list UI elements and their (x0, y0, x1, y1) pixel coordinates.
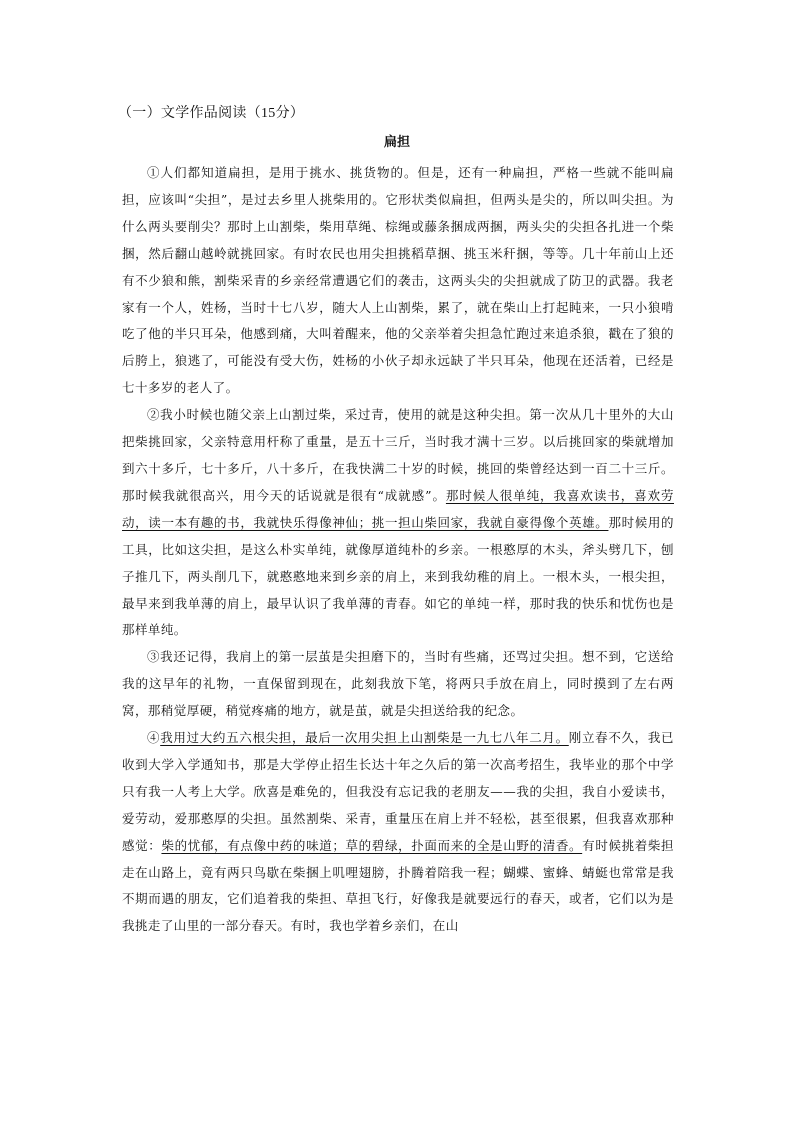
underlined-sentence: 柴的忧郁，有点像中药的味道；草的碧绿，扑面而来的全是山野的清香。 (161, 837, 583, 853)
paragraph-text: ①人们都知道扁担，是用于挑水、挑货物的。但是，还有一种扁担，严格一些就不能叫扁担，应该叫“尖担”，是过去乡里人挑柴用的。它形状类似扁担，但两头是尖的，所以叫尖担。为什么两头要削尖？那时上山割柴，柴用草绳、棕绳或藤条捆成两捆，两头尖的尖担各扎进一个柴捆，然后翻山越岭就挑回家。有时农民也用尖担挑稻草捆、挑玉米秆捆，等等。几十年前山上还有不少狼和熊，割柴采青的乡亲经常遭遇它们的袭击，这两头尖的尖担就成了防卫的武器。我老家有一个人，姓杨，当时十七八岁，随大人上山割柴，累了，就在柴山上打起盹来，一只小狼啃吃了他的半只耳朵，他感到痛，大叫着醒来，他的父亲举着尖担急忙跑过来追杀狼，戳在了狼的后胯上，狼逃了，可能没有受大伤，姓杨的小伙子却永远缺了半只耳朵，他现在还活着，已经是七十多岁的老人了。 (122, 165, 674, 396)
section-heading: （一）文学作品阅读（15分） (118, 106, 305, 121)
article-body (122, 160, 674, 940)
paragraph-text: ③我还记得，我肩上的第一层茧是尖担磨下的，当时有些痛，还骂过尖担。想不到，它送给我的这早年的礼物，一直保留到现在，此刻我放下笔，将两只手放在肩上，同时摸到了左右两窝，那稍觉厚硬，稍觉疼痛的地方，就是茧，就是尖担送给我的纪念。 (122, 649, 674, 719)
underlined-sentence: 我用过大约五六根尖担，最后一次用尖担上山割柴是一九七八年二月。 (160, 730, 569, 746)
article-title: 扁担 (383, 135, 410, 150)
underlined-sentence: 那时候人很单纯，我喜欢读书，喜欢劳动，读一本有趣的书，我就快乐得像神仙；挑一担山柴回家，我就自豪得像个英雄。 (122, 487, 674, 530)
paragraph-3 (122, 644, 674, 725)
paragraph-text: ②我小时候也随父亲上山割过柴，采过青，使用的就是这种尖担。第一次从几十里外的大山把柴挑回家，父亲特意用杆称了重量，是五十三斤，当时我才满十三岁。以后挑回家的柴就增加到六十多斤，七十多斤，八十多斤，在我快满二十岁的时候，挑回的柴曾经达到一百二十三斤。那时候我就很高兴，用今天的话说就是很有“成就感”。 (122, 407, 674, 503)
paragraph-text: 刚立春不久，我已收到大学入学通知书，那是大学停止招生长达十年之久后的第一次高考招生，我毕业的那个中学只有我一人考上大学。欣喜是难免的，但我没有忘记我的老朋友——我的尖担，我自小爱读书，爱劳动，爱那憨厚的尖担。虽然割柴、采青，重量压在肩上并不轻松，甚至很累，但我喜欢那种感觉： (122, 730, 674, 853)
paragraph-1 (122, 160, 674, 402)
paragraph-text: 那时候用的工具，比如这尖担，是这么朴实单纯，就像厚道纯朴的乡亲。一根憨厚的木头，斧头劈几下，刨子推几下，两头削几下，就憨憨地来到乡亲的肩上，来到我幼稚的肩上。一根木头，一根尖担，最早来到我单薄的肩上，最早认识了我单薄的青春。如它的单纯一样，那时我的快乐和忧伤也是那样单纯。 (122, 514, 674, 638)
paragraph-4 (122, 725, 674, 940)
paragraph-2 (122, 402, 674, 644)
paragraph-text: 有时候挑着柴担走在山路上，竟有两只鸟歇在柴捆上叽哩翅膀，扑腾着陪我一程；蝴蝶、蜜蜂、蜻蜓也常常是我不期而遇的朋友，它们追着我的柴担、草担飞行，好像我是就要远行的春天，或者，它们以为是我挑走了山里的一部分春天。有时，我也学着乡亲们，在山 (122, 837, 675, 934)
paragraph-text: ④ (147, 730, 161, 746)
